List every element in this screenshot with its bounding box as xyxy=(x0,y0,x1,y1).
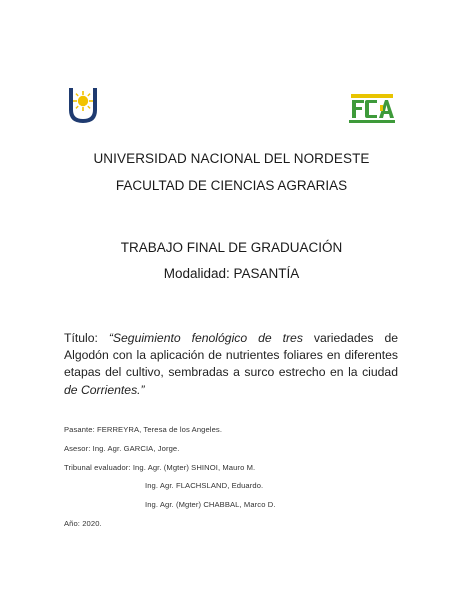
faculty-name: FACULTAD DE CIENCIAS AGRARIAS xyxy=(115,178,348,193)
unne-logo-icon xyxy=(64,86,102,126)
title-italic-end: de Corrientes.” xyxy=(64,382,145,397)
unne-logo-svg xyxy=(64,86,102,126)
year-line: Año: 2020. xyxy=(64,519,102,528)
title-body: variedades de Algodón con la aplicación de nutrientes foliares en diferentes etapas del cultivo, sembradas a surco estrecho en la ciudad xyxy=(64,331,398,380)
title-label: Título: xyxy=(64,331,98,345)
work-type: TRABAJO FINAL DE GRADUACIÓN xyxy=(120,240,343,255)
student-line: Pasante: FERREYRA, Teresa de los Angeles. xyxy=(64,425,223,434)
tribunal-line-2: Ing. Agr. FLACHSLAND, Eduardo. xyxy=(145,481,264,490)
title-italic-start: “Seguimiento fenológico de tres xyxy=(108,331,303,345)
thesis-title xyxy=(64,330,398,399)
university-name: UNIVERSIDAD NACIONAL DEL NORDESTE xyxy=(93,151,370,166)
tribunal-line-3: Ing. Agr. (Mgter) CHABBAL, Marco D. xyxy=(145,500,276,509)
advisor-line: Asesor: Ing. Agr. GARCIA, Jorge. xyxy=(64,444,180,453)
tribunal-line-1: Tribunal evaluador: Ing. Agr. (Mgter) SHINOI, Mauro M. xyxy=(64,463,256,472)
fca-logo-svg xyxy=(347,92,397,124)
work-modality: Modalidad: PASANTÍA xyxy=(163,266,300,281)
fca-logo-icon xyxy=(347,92,397,124)
